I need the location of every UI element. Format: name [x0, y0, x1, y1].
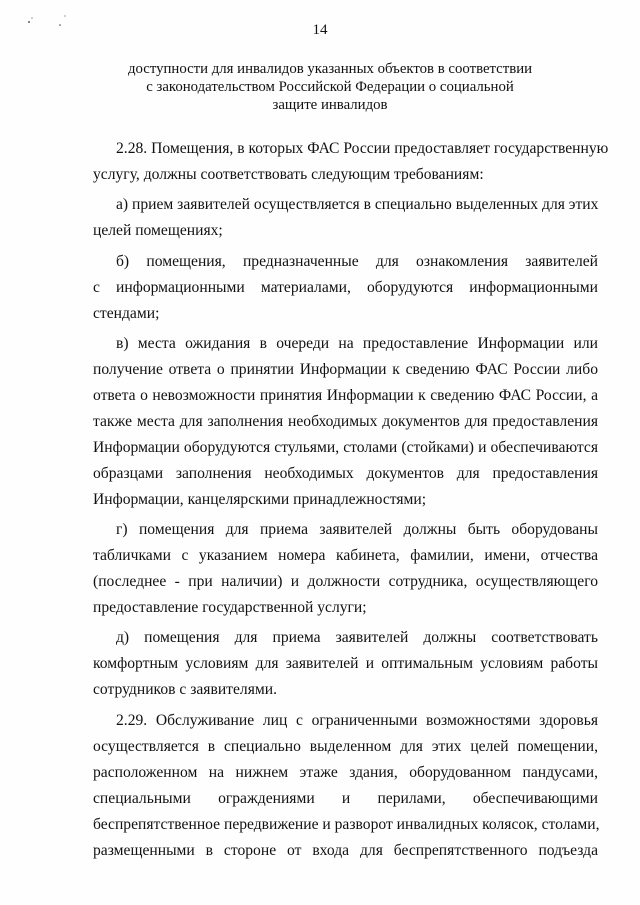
text-line: услугу, должны соответствовать следующим требованиям:: [93, 166, 484, 183]
document-body: [93, 136, 609, 868]
paragraph-item-d: [93, 625, 598, 703]
text-line: также места для заполнения необходимых документов для предоставления: [93, 412, 598, 430]
paragraph-2-28: [93, 136, 609, 188]
text-line: Информации оборудуются стульями, столами (стойками) и обеспечиваются: [93, 438, 598, 456]
paragraph-item-g: [93, 517, 598, 621]
text-line: расположенном на нижнем этаже здания, оборудованном пандусами,: [93, 763, 598, 781]
section-heading: [95, 60, 565, 114]
text-line: а) прием заявителей осуществляется в специально выделенных для этих: [116, 196, 599, 214]
text-line: размещенными в стороне от входа для беспрепятственного подъезда: [93, 841, 598, 859]
text-line: ответа о невозможности принятия Информации к сведению ФАС России, а: [93, 386, 598, 404]
text-line: (последнее - при наличии) и должности сотрудника, осуществляющего: [93, 573, 598, 591]
text-line: получение ответа о принятии Информации к сведению ФАС России либо: [93, 360, 598, 378]
text-line: предоставление государственной услуги;: [93, 599, 367, 617]
text-line: д) помещения для приема заявителей должны соответствовать: [116, 629, 598, 647]
text-line: с информационными материалами, оборудуются информационными: [93, 278, 598, 296]
text-line: б) помещения, предназначенные для ознакомления заявителей: [116, 252, 598, 270]
paragraph-item-b: [93, 249, 598, 327]
text-line: образцами заполнения необходимых документов для предоставления: [93, 464, 598, 482]
text-line: табличками с указанием номера кабинета, фамилии, имени, отчества: [93, 547, 598, 565]
heading-line: с законодательством Российской Федерации о социальной: [146, 79, 514, 95]
text-line: Информации, канцелярскими принадлежностями;: [93, 490, 427, 508]
paragraph-item-v: [93, 331, 598, 513]
text-line: 2.28. Помещения, в которых ФАС России предоставляет государственную: [116, 140, 609, 157]
text-line: осуществляется в специально выделенном для этих целей помещении,: [93, 737, 598, 755]
page-number: 14: [312, 22, 328, 38]
text-line: специальными ограждениями и перилами, обеспечивающими: [93, 789, 598, 807]
text-line: г) помещения для приема заявителей должны быть оборудованы: [116, 521, 598, 539]
text-line: целей помещениях;: [93, 222, 223, 240]
paragraph-item-a: [93, 192, 598, 244]
heading-line: доступности для инвалидов указанных объектов в соответствии: [127, 61, 533, 77]
text-line: комфортным условиям для заявителей и оптимальным условиям работы: [93, 655, 598, 673]
text-line: в) места ожидания в очереди на предоставление Информации или: [116, 334, 598, 352]
text-line: стендами;: [93, 304, 160, 322]
text-line: сотрудников с заявителями.: [93, 681, 277, 699]
text-line: беспрепятственное передвижение и разворот инвалидных колясок, столами,: [93, 815, 600, 833]
text-line: 2.29. Обслуживание лиц с ограниченными возможностями здоровья: [116, 711, 598, 729]
heading-line: защите инвалидов: [272, 97, 388, 113]
paragraph-2-29: [93, 708, 598, 864]
